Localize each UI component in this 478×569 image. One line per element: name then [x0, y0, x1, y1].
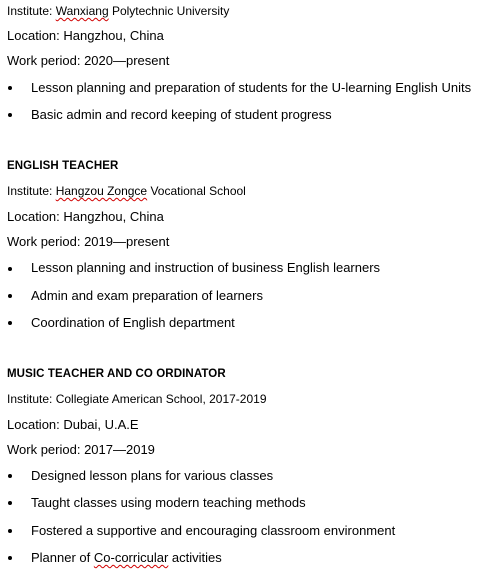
- bullet-dot-icon: [7, 523, 15, 539]
- institute-name-misspelled: Wanxiang: [55, 4, 109, 18]
- bullet-text: Lesson planning and preparation of students for the U-learning English Units: [31, 80, 472, 95]
- bullet-text: Fostered a supportive and encouraging classroom environment: [31, 523, 396, 538]
- location-line-2: Location: Hangzhou, China: [7, 209, 164, 224]
- bullet-text: Basic admin and record keeping of student progress: [31, 107, 332, 122]
- misspelled-term: Co-corricular: [93, 550, 169, 565]
- bullet-text: Taught classes using modern teaching methods: [31, 495, 306, 510]
- bullet-dot-icon: [7, 468, 15, 484]
- bullet-dot-icon: [7, 315, 15, 331]
- work-period-line-3: Work period: 2017—2019: [7, 442, 155, 457]
- institute-name-misspelled: Hangzou Zongce: [55, 184, 148, 198]
- institute-prefix: Institute:: [7, 184, 56, 198]
- job-title-heading: ENGLISH TEACHER: [7, 160, 119, 172]
- location-line-1: Location: Hangzhou, China: [7, 28, 164, 43]
- work-period-line-1: Work period: 2020—present: [7, 53, 170, 68]
- bullet-text: Coordination of English department: [31, 315, 235, 330]
- bullet-text: Designed lesson plans for various classes: [31, 468, 274, 483]
- bullet-dot-icon: [7, 495, 15, 511]
- location-line-3: Location: Dubai, U.A.E: [7, 417, 139, 432]
- bullet-dot-icon: [7, 80, 15, 96]
- job-title-heading: MUSIC TEACHER AND CO ORDINATOR: [7, 368, 226, 380]
- bullet-dot-icon: [7, 107, 15, 123]
- institute-rest: Polytechnic University: [108, 4, 230, 18]
- bullet-text-cocurricular: [31, 550, 222, 566]
- bullet-dot-icon: [7, 261, 15, 277]
- bullet-dot-icon: [7, 550, 15, 566]
- bullet-rest: activities: [168, 550, 222, 565]
- institute-line-2: [7, 183, 246, 199]
- work-period-line-2: Work period: 2019—present: [7, 234, 170, 249]
- bullet-text: Lesson planning and instruction of business English learners: [31, 260, 381, 275]
- institute-prefix: Institute:: [7, 4, 56, 18]
- bullet-text: Admin and exam preparation of learners: [31, 288, 263, 303]
- institute-rest: Vocational School: [147, 184, 246, 198]
- bullet-dot-icon: [7, 288, 15, 304]
- institute-line-3: Institute: Collegiate American School, 2017-2019: [7, 392, 267, 406]
- institute-line-1: [7, 3, 229, 19]
- bullet-prefix: Planner of: [31, 550, 94, 565]
